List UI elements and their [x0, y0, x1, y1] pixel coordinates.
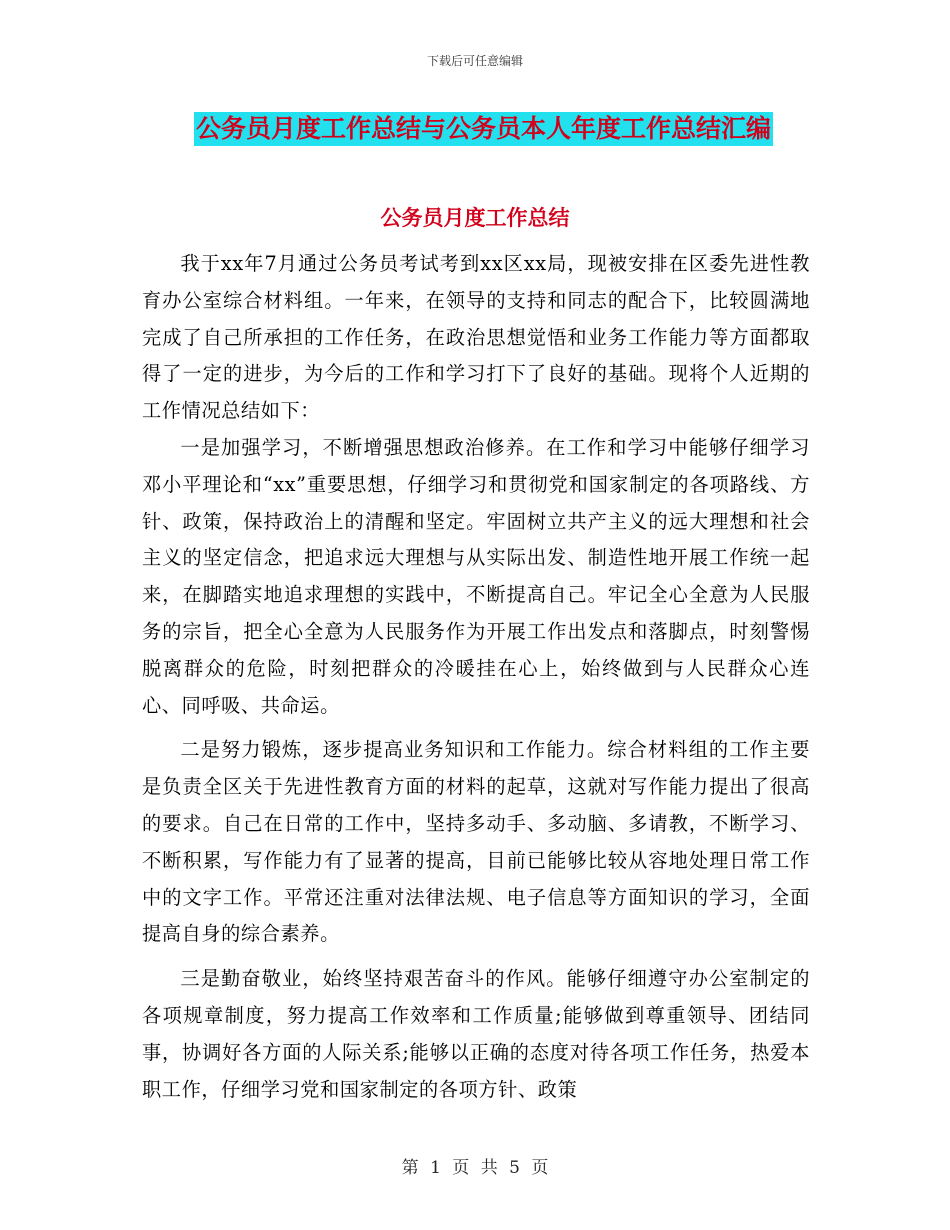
section-title: 公务员月度工作总结 — [380, 206, 570, 230]
paragraph-study: 一是加强学习，不断增强思想政治修养。在工作和学习中能够仔细学习邓小平理论和“xx”重要思想，仔细学习和贯彻党和国家制定的各项路线、方针、政策，保持政治上的清醒和坚定。牢固树立共产主义的远大理想和社会主义的坚定信念，把追求远大理想与从实际出发、制造性地开展工作统一起来，在脚踏实地追求理想的实践中，不断提高自己。牢记全心全意为人民服务的宗旨，把全心全意为人民服务作为开展工作出发点和落脚点，时刻警惕脱离群众的危险，时刻把群众的冷暖挂在心上，始终做到与人民群众心连心、同呼吸、共命运。 — [142, 435, 810, 717]
document-title: 公务员月度工作总结与公务员本人年度工作总结汇编 — [194, 112, 773, 146]
paragraph-training: 二是努力锻炼，逐步提高业务知识和工作能力。综合材料组的工作主要是负责全区关于先进性教育方面的材料的起草，这就对写作能力提出了很高的要求。自己在日常的工作中，坚持多动手、多动脑、多请教，不断学习、不断积累，写作能力有了显著的提高，目前已能够比较从容地处理日常工作中的文字工作。平常还注重对法律法规、电子信息等方面知识的学习，全面提高自身的综合素养。 — [142, 738, 810, 946]
paragraph-diligence: 三是勤奋敬业，始终坚持艰苦奋斗的作风。能够仔细遵守办公室制定的各项规章制度，努力提高工作效率和工作质量;能够做到尊重领导、团结同事，协调好各方面的人际关系;能够以正确的态度对待各项工作任务，热爱本职工作，仔细学习党和国家制定的各项方针、政策 — [142, 967, 810, 1101]
page-footer: 第 1 页 共 5 页 — [401, 1158, 549, 1178]
page-header-note: 下载后可任意编辑 — [426, 54, 523, 68]
body-text — [142, 246, 810, 1108]
paragraph-intro: 我于xx年7月通过公务员考试考到xx区xx局，现被安排在区委先进性教育办公室综合材料组。一年来，在领导的支持和同志的配合下，比较圆满地完成了自己所承担的工作任务，在政治思想觉悟和业务工作能力等方面都取得了一定的进步，为今后的工作和学习打下了良好的基础。现将个人近期的工作情况总结如下： — [142, 252, 810, 423]
